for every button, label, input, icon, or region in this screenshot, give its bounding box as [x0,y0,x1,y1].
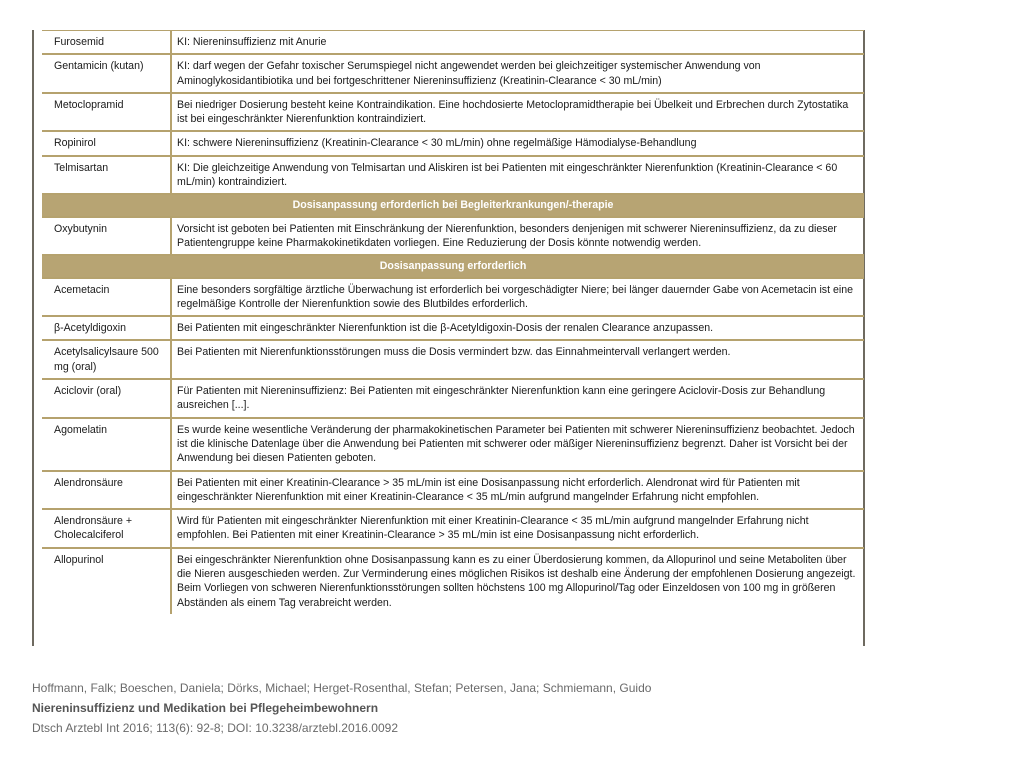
table-row [42,316,864,340]
citation [32,678,651,738]
table-row [42,471,864,510]
drug-note-cell: Vorsicht ist geboten bei Patienten mit Einschränkung der Nierenfunktion, besonders denjenigen mit schwerer Niereninsuffizienz, da zu dieser Patientengruppe keine Pharmakokinetikdaten vorliegen. Eine Reduzierung der Dosis könnte notwendig werden. [171,217,864,256]
drug-note-cell: KI: schwere Niereninsuffizienz (Kreatinin-Clearance < 30 mL/min) ohne regelmäßige Hämodialyse-Behandlung [171,131,864,155]
drug-table-body [42,31,864,614]
drug-note-cell: Bei Patienten mit einer Kreatinin-Clearance > 35 mL/min ist eine Dosisanpassung nicht erforderlich. Alendronat wird für Patienten mit eingeschränkter Nierenfunktion mit einer Kreatinin-Clearance < 35 mL/min aufgrund mangelnder Erfahrung nicht empfohlen. [171,471,864,510]
citation-authors: Hoffmann, Falk; Boeschen, Daniela; Dörks, Michael; Herget-Rosenthal, Stefan; Petersen, Jana; Schmiemann, Guido [32,681,652,695]
table-row [42,156,864,195]
drug-name-cell: Acemetacin [42,278,171,317]
drug-note-cell: Bei Patienten mit eingeschränkter Nierenfunktion ist die β-Acetyldigoxin-Dosis der renalen Clearance anzupassen. [171,316,864,340]
drug-name-cell: Aciclovir (oral) [42,379,171,418]
drug-name-cell: Alendronsäure [42,471,171,510]
drug-name-cell: Metoclopramid [42,93,171,132]
table-row [42,418,864,471]
table-row [42,217,864,256]
drug-note-cell: Wird für Patienten mit eingeschränkter Nierenfunktion mit einer Kreatinin-Clearance < 35 mL/min aufgrund mangelnder Erfahrung nicht empfohlen. Bei Patienten mit einer Kreatinin-Clearance > 35 mL/min ist eine Dosisanpassung nicht erforderlich. [171,509,864,548]
table-row [42,379,864,418]
drug-note-cell: Bei eingeschränkter Nierenfunktion ohne Dosisanpassung kann es zu einer Überdosierung kommen, da Allopurinol und seine Metaboliten über die Nieren ausgeschieden werden. Zur Verminderung eines möglichen Risikos ist deshalb eine Änderung der empfohlenen Dosierung angezeigt. Beim Vorliegen von schweren Nierenfunktionsstörungen sollten höchstens 100 mg Allopurinol/Tag oder Einzeldosen von 100 mg in größeren Abständen als einem Tag verabreicht werden. [171,548,864,614]
drug-note-cell: Für Patienten mit Niereninsuffizienz: Bei Patienten mit eingeschränkter Nierenfunktion kann eine geringere Aciclovir-Dosis zur Behandlung ausreichen [...]. [171,379,864,418]
table-row [42,93,864,132]
drug-note-cell: KI: darf wegen der Gefahr toxischer Serumspiegel nicht angewendet werden bei gleichzeitiger systemischer Anwendung von Aminoglykosidantibiotika und bei fortgeschrittener Niereninsuffizienz (Kreatinin-Clearance < 30 mL/min) [171,54,864,93]
drug-note-cell: Es wurde keine wesentliche Veränderung der pharmakokinetischen Parameter bei Patienten mit schwerer Niereninsuffizienz beobachtet. Jedoch ist die klinische Datenlage über die Anwendung bei Patienten mit schwerer oder mäßiger Niereninsuffizienz begrenzt. Daher ist Vorsicht bei der Anwendung bei diesen Patienten geboten. [171,418,864,471]
drug-table-image [32,30,864,646]
drug-table [42,30,864,614]
drug-name-cell: Agomelatin [42,418,171,471]
drug-name-cell: β-Acetyldigoxin [42,316,171,340]
drug-note-cell: Eine besonders sorgfältige ärztliche Überwachung ist erforderlich bei vorgeschädigter Niere; bei länger dauernder Gabe von Acemetacin ist eine regelmäßige Kontrolle der Nierenfunktion sowie des Blutbildes erforderlich. [171,278,864,317]
citation-source: Dtsch Arztebl Int 2016; 113(6): 92-8; DOI: 10.3238/arztebl.2016.0092 [32,721,399,735]
table-row [42,54,864,93]
table-row [42,278,864,317]
drug-note-cell: KI: Niereninsuffizienz mit Anurie [171,31,864,55]
drug-note-cell: KI: Die gleichzeitige Anwendung von Telmisartan und Aliskiren ist bei Patienten mit eingeschränkter Nierenfunktion (Kreatinin-Clearance < 60 mL/min) kontraindiziert. [171,156,864,195]
section-header: Dosisanpassung erforderlich [42,255,864,277]
drug-name-cell: Oxybutynin [42,217,171,256]
drug-note-cell: Bei niedriger Dosierung besteht keine Kontraindikation. Eine hochdosierte Metoclopramidtherapie bei Übelkeit und Erbrechen durch Zytostatika ist bei eingeschränkter Nierenfunktion kontraindiziert. [171,93,864,132]
section-header-row [42,194,864,216]
table-row [42,31,864,55]
drug-name-cell: Alendronsäure + Cholecalciferol [42,509,171,548]
citation-title: Niereninsuffizienz und Medikation bei Pflegeheimbewohnern [32,701,379,715]
drug-note-cell: Bei Patienten mit Nierenfunktionsstörungen muss die Dosis vermindert bzw. das Einnahmeintervall verlangert werden. [171,340,864,379]
drug-name-cell: Telmisartan [42,156,171,195]
table-row [42,131,864,155]
section-header: Dosisanpassung erforderlich bei Begleiterkrankungen/-therapie [42,194,864,216]
table-row [42,340,864,379]
section-header-row [42,255,864,277]
drug-name-cell: Gentamicin (kutan) [42,54,171,93]
table-row [42,509,864,548]
drug-name-cell: Acetylsalicylsaure 500 mg (oral) [42,340,171,379]
drug-name-cell: Furosemid [42,31,171,55]
table-row [42,548,864,614]
drug-name-cell: Ropinirol [42,131,171,155]
drug-name-cell: Allopurinol [42,548,171,614]
